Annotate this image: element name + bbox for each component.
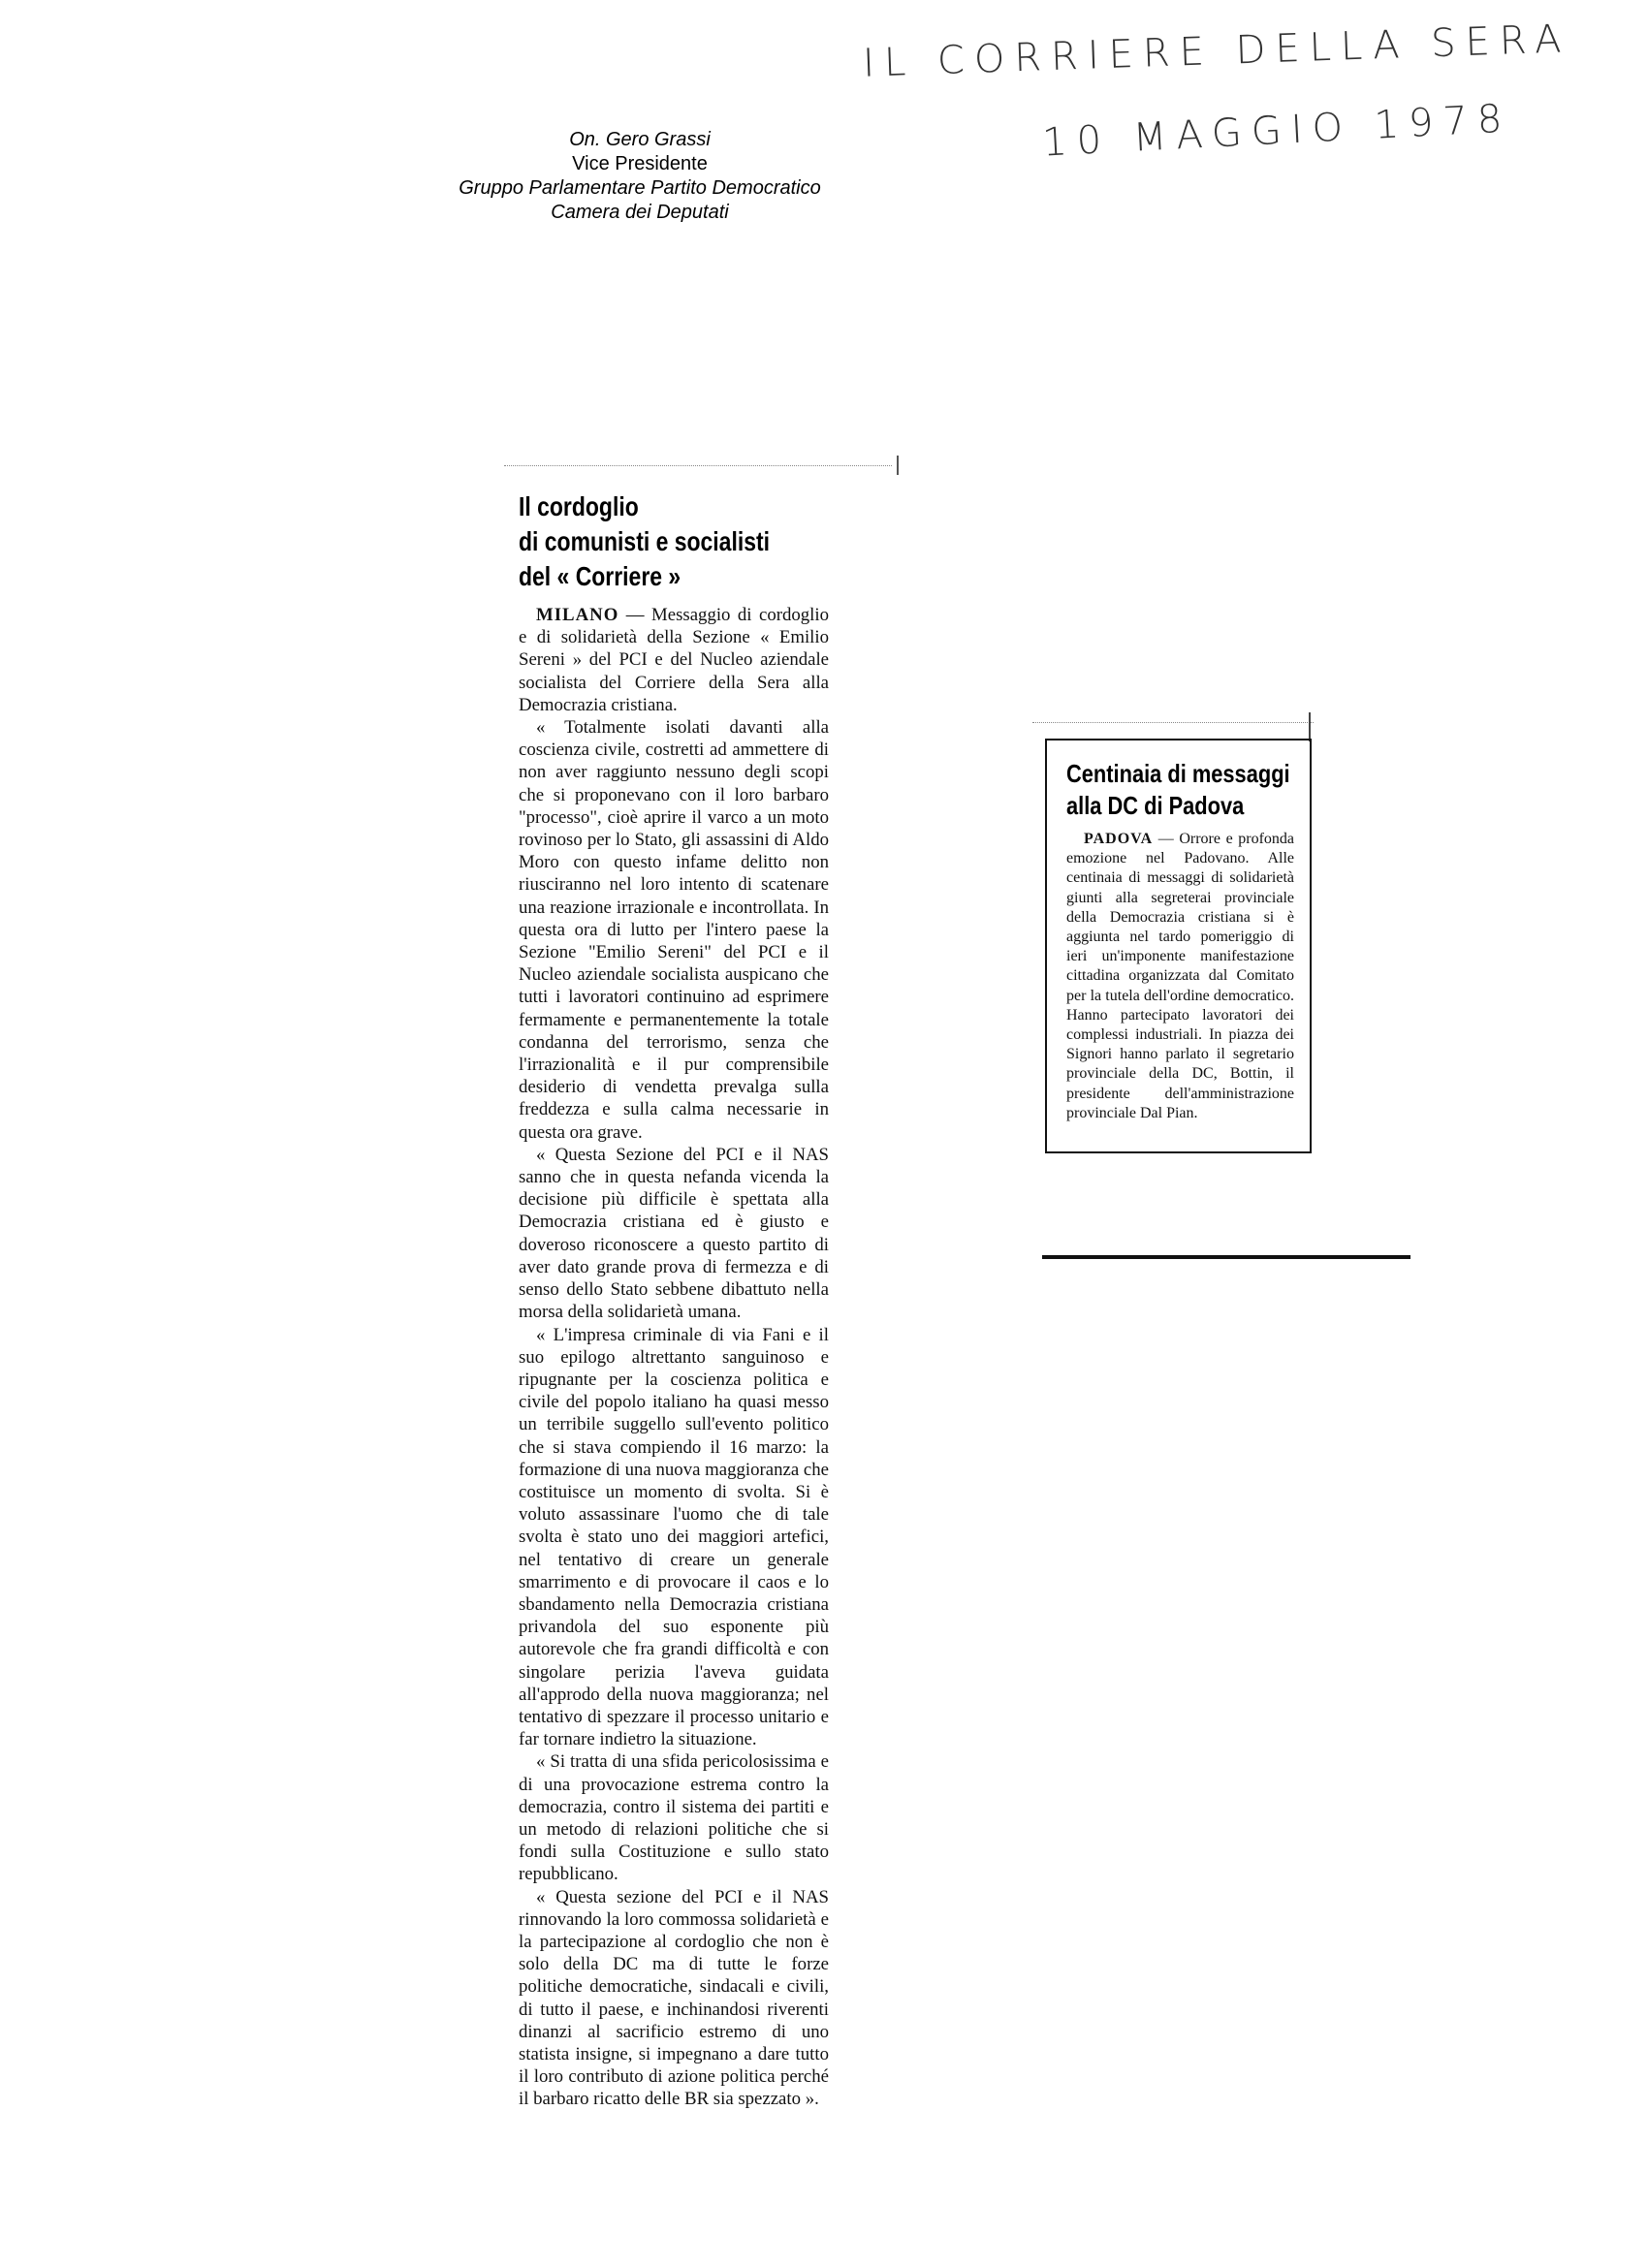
article-paragraph: « L'impresa criminale di via Fani e il suo epilogo altrettanto sanguinoso e ripugnante per la coscienza politica e civile del popolo italiano ha quasi messo un terribile suggello sull'evento politico che si stava compiendo il 16 marzo: la formazione di una nuova maggioranza che costituisce un momento di svolta. Si è voluto assassinare l'uomo che di tale svolta è stato uno dei maggiori artefici, nel tentativo di creare un generale smarrimento e di provocare il caos e lo sbandamento nella Democrazia cristiana privandola del suo esponente più autorevole che fra grandi difficoltà e con singolare perizia l'aveva guidata all'approdo della nuova maggioranza; nel tentativo di spezzare il processo unitario e far tornare indietro la situazione.	[519, 1324, 829, 1750]
headline-line: Centinaia di messaggi	[1066, 759, 1290, 788]
handwritten-date-note: 10 MAGGIO 1978	[1041, 96, 1513, 166]
article-paragraph	[1066, 830, 1294, 1123]
clipping-cut-edge	[504, 465, 892, 466]
letterhead-role: Vice Presidente	[572, 153, 708, 174]
clipping-cut-edge	[1309, 712, 1311, 741]
letterhead-chamber: Camera dei Deputati	[551, 202, 729, 223]
article-headline	[1066, 758, 1303, 822]
letterhead	[368, 128, 911, 225]
article-clipping-milano	[519, 489, 829, 2111]
headline-line: alla DC di Padova	[1066, 791, 1245, 820]
article-body	[1066, 830, 1294, 1123]
headline-line: di comunisti e socialisti	[519, 526, 771, 556]
clipping-rule	[1042, 1255, 1410, 1259]
dateline: MILANO	[536, 605, 619, 625]
letterhead-group: Gruppo Parlamentare Partito Democratico	[459, 177, 821, 199]
headline-line: Il cordoglio	[519, 491, 639, 521]
article-body	[519, 604, 829, 2111]
handwritten-newspaper-note: IL CORRIERE DELLA SERA	[862, 16, 1572, 86]
article-clipping-padova	[1045, 739, 1312, 1153]
article-paragraph: « Questa sezione del PCI e il NAS rinnovando la loro commossa solidarietà e la partecipazione al cordoglio che non è solo della DC ma di tutte le forze politiche democratiche, sindacali e civili, di tutto il paese, e inchinandosi riverenti dinanzi al sacrificio estremo di uno statista insigne, si impegnano a dare tutto il loro contributo di azione politica perché il barbaro ricatto delle BR sia spezzato ».	[519, 1886, 829, 2110]
paragraph-text: — Messaggio di cordoglio e di solidarietà della Sezione « Emilio Sereni » del PCI e del Nucleo aziendale socialista del Corriere della Sera alla Democrazia cristiana.	[519, 605, 829, 715]
article-headline	[519, 489, 821, 594]
article-paragraph: « Questa Sezione del PCI e il NAS sanno che in questa nefanda vicenda la decisione più difficile è spettata alla Democrazia cristiana ed è giusto e doveroso riconoscere a questo partito di aver dato grande prova di fermezza e di senso dello Stato sebbene dibattuto nella morsa della solidarietà umana.	[519, 1144, 829, 1323]
article-paragraph: « Totalmente isolati davanti alla coscienza civile, costretti ad ammettere di non aver raggiunto nessuno degli scopi che si proponevano con il loro barbaro "processo", cioè aprire il varco a un moto rovinoso per lo Stato, gli assassini di Aldo Moro con questo infame delitto non riusciranno nel loro intento di scatenare una reazione irrazionale e incontrollata. In questa ora di lutto per l'intero paese la Sezione "Emilio Sereni" del PCI e il Nucleo aziendale socialista auspicano che tutti i lavoratori continuino ad esprimere fermamente e permanentemente la totale condanna del terrorismo, senza che l'irrazionalità e il pur comprensibile desiderio di vendetta prevalga sulla freddezza e sulla calma necessarie in questa ora grave.	[519, 717, 829, 1143]
letterhead-name: On. Gero Grassi	[569, 129, 711, 150]
paragraph-text: — Orrore e profonda emozione nel Padovano. Alle centinaia di messaggi di solidarietà giunti alla segreterai provinciale della Democrazia cristiana si è aggiunta nel tardo pomeriggio di ieri un'imponente manifestazione cittadina organizzata dal Comitato per la tutela dell'ordine democratico. Hanno partecipato lavoratori dei complessi industriali. In piazza dei Signori hanno parlato il segretario provinciale della DC, Bottin, il presidente dell'amministrazione provinciale Dal Pian.	[1066, 831, 1294, 1121]
dateline: PADOVA	[1084, 831, 1154, 847]
clipping-cut-edge	[1032, 722, 1314, 723]
article-paragraph: « Si tratta di una sfida pericolosissima e di una provocazione estrema contro la democrazia, contro il sistema dei partiti e un metodo di relazioni politiche che si fondi sulla Costituzione e sullo stato repubblicano.	[519, 1751, 829, 1885]
headline-line: del « Corriere »	[519, 561, 681, 591]
clipping-cut-edge	[897, 456, 899, 475]
article-paragraph	[519, 604, 829, 716]
